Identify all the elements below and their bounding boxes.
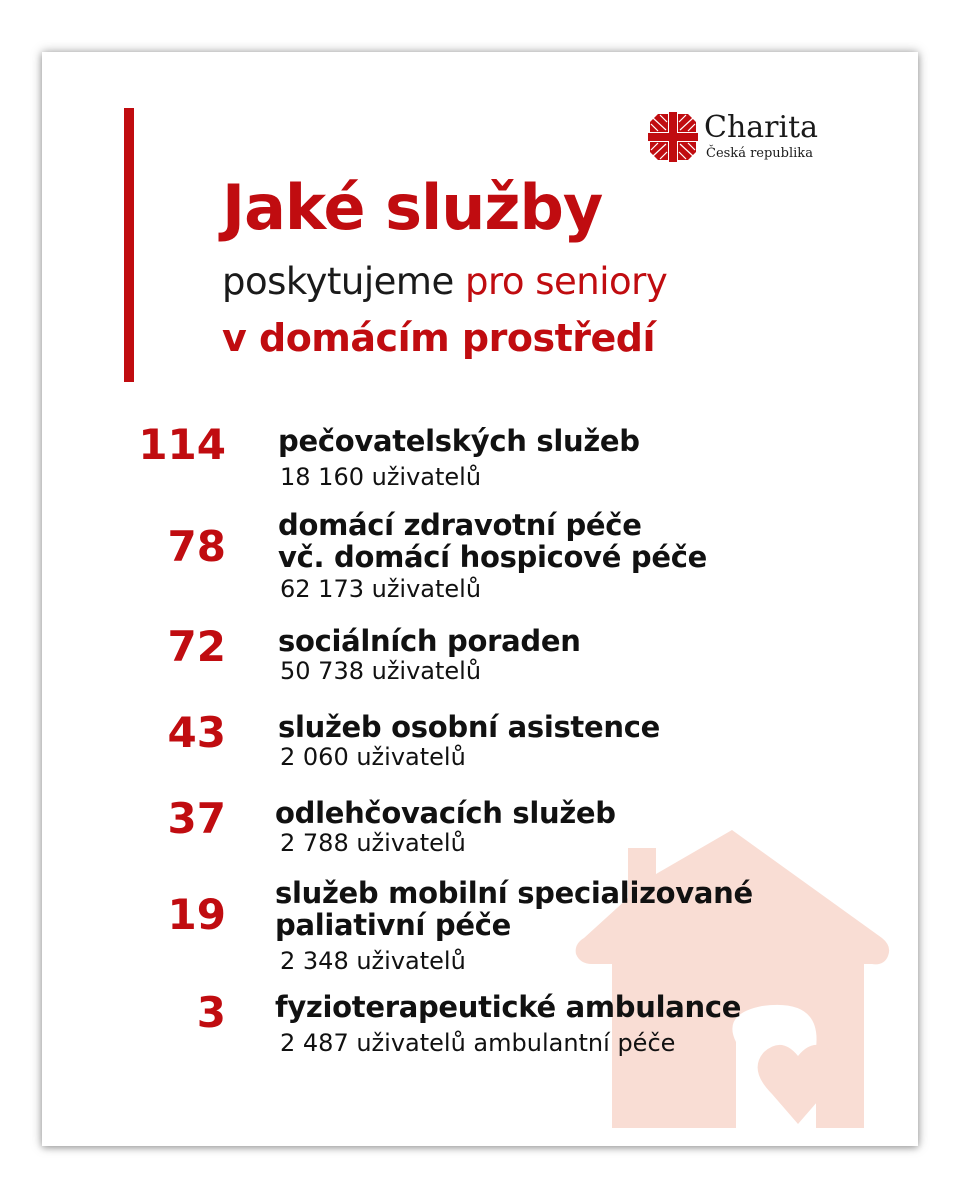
stat-users: 2 788 uživatelů: [280, 829, 466, 857]
caritas-cross-icon: [648, 112, 698, 162]
subtitle-line-1: [222, 258, 667, 306]
stat-label: služeb osobní asistence: [278, 710, 660, 744]
stat-label: sociálních poraden: [278, 624, 581, 658]
infographic-card: [42, 52, 918, 1146]
stat-number: 19: [167, 890, 226, 939]
stat-label-line-1: služeb mobilní specializované: [275, 876, 753, 910]
stat-users: 62 173 uživatelů: [280, 575, 482, 603]
subtitle-part-2: pro seniory: [464, 260, 668, 303]
logo-name: Charita: [704, 110, 819, 145]
stat-users: 18 160 uživatelů: [280, 463, 482, 491]
logo-subtitle: Česká republika: [706, 146, 813, 161]
stat-users: 2 060 uživatelů: [280, 743, 466, 771]
stat-label-line-2: vč. domácí hospicové péče: [278, 540, 708, 574]
stat-number: 72: [167, 622, 226, 671]
stat-label: odlehčovacích služeb: [275, 796, 616, 830]
charita-logo: [648, 110, 838, 166]
stat-label: fyzioterapeutické ambulance: [275, 990, 742, 1024]
subtitle-line-2: v domácím prostředí: [222, 316, 655, 360]
stat-label-line-2: paliativní péče: [275, 908, 511, 942]
stat-number: 37: [167, 794, 226, 843]
stat-number: 78: [167, 522, 226, 571]
stat-users: 2 487 uživatelů ambulantní péče: [280, 1029, 676, 1057]
subtitle-part-1: poskytujeme: [222, 260, 454, 303]
stat-label: pečovatelských služeb: [278, 424, 640, 458]
stat-users: 2 348 uživatelů: [280, 947, 466, 975]
stat-users: 50 738 uživatelů: [280, 657, 482, 685]
stat-number: 43: [167, 708, 226, 757]
page-title: Jaké služby: [222, 171, 603, 244]
accent-bar: [124, 108, 134, 382]
stat-label-line-1: domácí zdravotní péče: [278, 508, 642, 542]
stat-number: 3: [196, 988, 226, 1037]
house-heart-icon: [572, 828, 892, 1128]
stat-number: 114: [138, 420, 226, 469]
